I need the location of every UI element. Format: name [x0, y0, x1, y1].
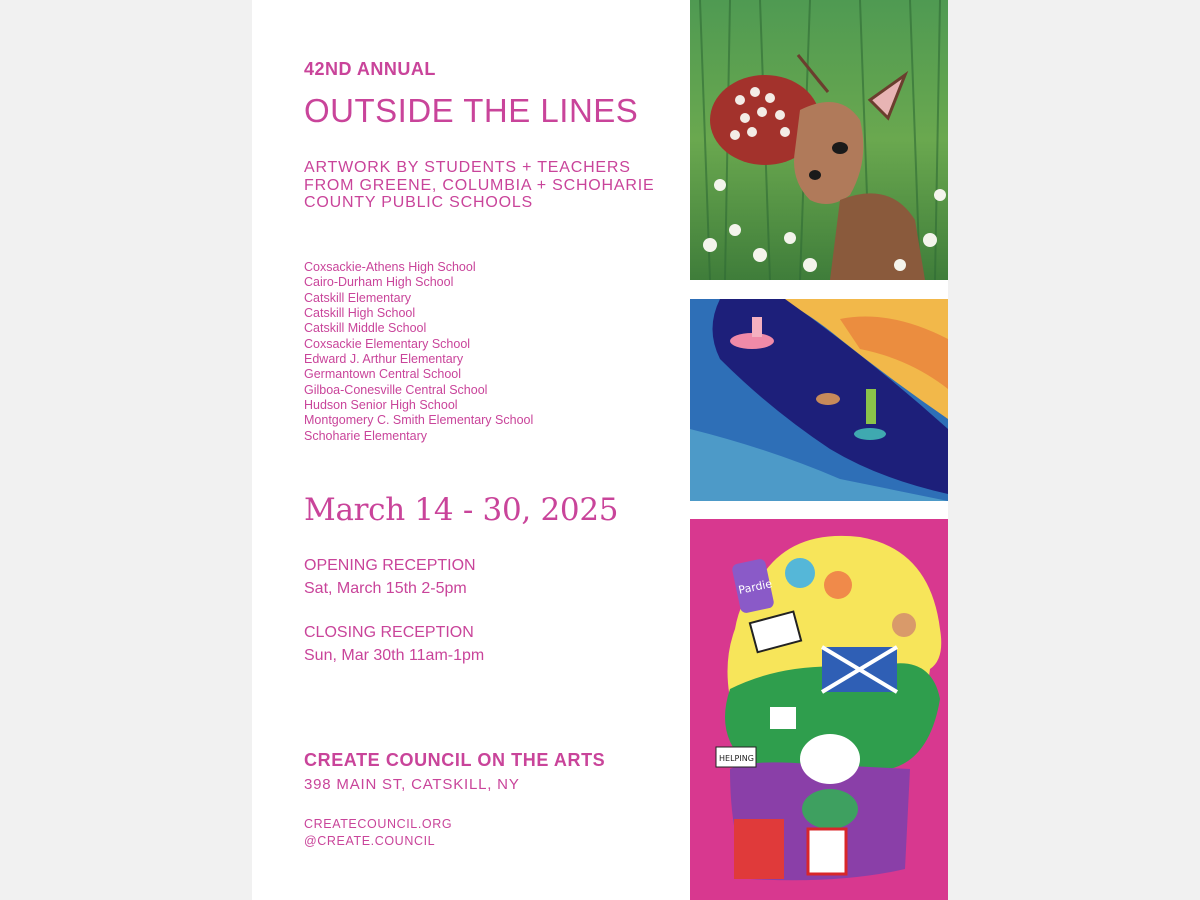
event-edition: 42ND ANNUAL: [304, 59, 436, 79]
river-painting: [690, 299, 948, 501]
helping-word-text: HELPING: [719, 754, 754, 763]
school-item: Schoharie Elementary: [304, 428, 427, 443]
subtitle-line: ARTWORK BY STUDENTS + TEACHERS: [304, 159, 631, 176]
website-link[interactable]: CREATECOUNCIL.ORG: [304, 817, 453, 831]
event-title: OUTSIDE THE LINES: [304, 92, 639, 129]
head-collage-painting: [690, 519, 948, 900]
school-item: Catskill High School: [304, 306, 416, 321]
school-item: Catskill Middle School: [304, 321, 427, 336]
school-item: Cairo-Durham High School: [304, 275, 454, 290]
fawn-painting: [690, 0, 948, 280]
closing-reception-label: CLOSING RECEPTION: [304, 624, 474, 641]
venue-address: 398 MAIN ST, CATSKILL, NY: [304, 776, 520, 793]
opening-reception-time: Sat, March 15th 2-5pm: [304, 580, 467, 597]
school-list: [304, 260, 533, 444]
event-subtitle: [304, 159, 654, 212]
river-painting-image: [690, 299, 948, 501]
brain-word-text: Pardie: [737, 577, 774, 597]
fawn-painting-image: [690, 0, 948, 280]
subtitle-line: COUNTY PUBLIC SCHOOLS: [304, 194, 533, 211]
school-item: Edward J. Arthur Elementary: [304, 352, 464, 367]
head-collage-painting-image: [690, 519, 948, 900]
school-item: Hudson Senior High School: [304, 398, 458, 413]
social-handle[interactable]: @CREATE.COUNCIL: [304, 834, 436, 848]
event-poster: [252, 0, 948, 900]
school-item: Coxsackie Elementary School: [304, 336, 471, 351]
school-item: Catskill Elementary: [304, 290, 411, 305]
venue-name: CREATE COUNCIL ON THE ARTS: [304, 750, 606, 770]
closing-reception-time: Sun, Mar 30th 11am-1pm: [304, 647, 485, 664]
school-item: Coxsackie-Athens High School: [304, 260, 476, 274]
school-item: Montgomery C. Smith Elementary School: [304, 413, 534, 428]
opening-reception-label: OPENING RECEPTION: [304, 557, 476, 574]
subtitle-line: FROM GREENE, COLUMBIA + SCHOHARIE: [304, 176, 655, 194]
event-dates: March 14 - 30, 2025: [304, 492, 619, 528]
school-item: Germantown Central School: [304, 367, 462, 382]
school-item: Gilboa-Conesville Central School: [304, 382, 488, 397]
